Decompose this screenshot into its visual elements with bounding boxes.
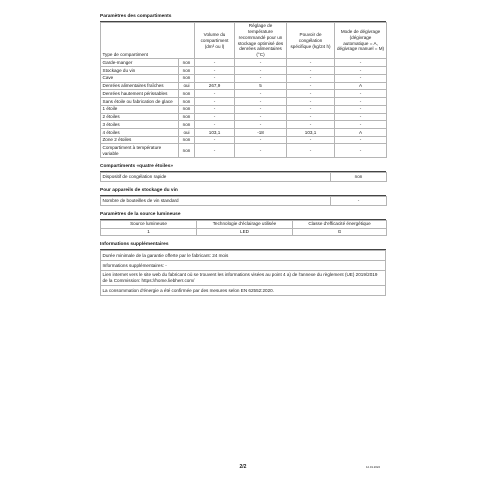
table-row xyxy=(101,59,387,67)
light-source-value: 1 xyxy=(101,228,197,236)
header-type: Type de compartiment xyxy=(101,22,195,58)
compartment-defrost-cell: A xyxy=(335,129,387,137)
compartment-present-cell: non xyxy=(179,105,195,113)
table-row xyxy=(101,74,387,82)
compartment-defrost-cell: - xyxy=(335,136,387,144)
document-page xyxy=(100,14,386,296)
compartment-freezing-cell: - xyxy=(287,136,335,144)
compartment-defrost-cell: - xyxy=(335,105,387,113)
compartment-volume-cell: - xyxy=(195,74,235,82)
table-row xyxy=(101,136,387,144)
compartment-freezing-cell: - xyxy=(287,67,335,75)
compartment-defrost-cell: - xyxy=(335,113,387,121)
compartment-volume-cell: - xyxy=(195,59,235,67)
compartment-name-cell: Stockage du vin xyxy=(101,67,179,75)
compartment-present-cell: non xyxy=(179,90,195,98)
compartment-name-cell: 1 étoile xyxy=(101,105,179,113)
compartment-defrost-cell: - xyxy=(335,59,387,67)
compartment-present-cell: non xyxy=(179,74,195,82)
four-star-title: Compartiments «quatre étoiles» xyxy=(100,164,386,172)
table-row xyxy=(101,82,387,90)
wine-value: - xyxy=(331,196,387,205)
info-energy-note: La consommation d'énergie a été confirmée par des mesures selon EN 62552:2020. xyxy=(101,286,386,296)
compartment-name-cell: Compartiment à température variable xyxy=(101,144,179,157)
compartment-temp-cell: - xyxy=(235,144,287,157)
table-row xyxy=(101,98,387,106)
compartment-temp-cell: - xyxy=(235,90,287,98)
light-tech-value: LED xyxy=(197,228,293,236)
compartment-volume-cell: 267,9 xyxy=(195,82,235,90)
compartment-temp-cell: - xyxy=(235,105,287,113)
compartment-name-cell: 2 étoiles xyxy=(101,113,179,121)
compartment-freezing-cell: - xyxy=(287,82,335,90)
compartment-temp-cell: - xyxy=(235,67,287,75)
compartment-present-cell: non xyxy=(179,67,195,75)
table-row xyxy=(101,228,387,236)
compartment-volume-cell: - xyxy=(195,144,235,157)
compartment-name-cell: Sans étoile ou fabrication de glace xyxy=(101,98,179,106)
light-class-value: G xyxy=(293,228,387,236)
compartment-name-cell: 3 étoiles xyxy=(101,121,179,129)
compartment-defrost-cell: A xyxy=(335,82,387,90)
wine-table xyxy=(100,196,387,206)
header-volume: Volume du compartiment (dm³ ou l) xyxy=(195,22,235,58)
compartment-freezing-cell: - xyxy=(287,113,335,121)
compartment-name-cell: Denrées alimentaires fraîches xyxy=(101,82,179,90)
compartment-volume-cell: 103,1 xyxy=(195,129,235,137)
table-row xyxy=(101,129,387,137)
compartment-freezing-cell: - xyxy=(287,59,335,67)
compartment-defrost-cell: - xyxy=(335,67,387,75)
compartments-body xyxy=(101,59,387,158)
compartment-name-cell: Garde-manger xyxy=(101,59,179,67)
compartment-freezing-cell: - xyxy=(287,90,335,98)
table-row xyxy=(101,121,387,129)
table-row xyxy=(101,67,387,75)
compartment-temp-cell: -18 xyxy=(235,129,287,137)
info-table xyxy=(100,250,386,296)
compartment-volume-cell: - xyxy=(195,136,235,144)
wine-label: Nombre de bouteilles de vin standard xyxy=(101,196,331,205)
compartment-volume-cell: - xyxy=(195,113,235,121)
header-defrost: Mode de dégivrage (dégivrage automatique = A, dégivrage manuel = M) xyxy=(335,22,387,58)
compartment-temp-cell: 5 xyxy=(235,82,287,90)
light-title: Paramètres de la source lumineuse xyxy=(100,212,386,220)
compartment-temp-cell: - xyxy=(235,113,287,121)
light-header-class: Classe d'efficacité énergétique xyxy=(293,220,387,228)
table-row xyxy=(101,90,387,98)
compartment-volume-cell: - xyxy=(195,90,235,98)
wine-title: Pour appareils de stockage du vin xyxy=(100,188,386,196)
compartment-present-cell: non xyxy=(179,113,195,121)
header-temp: Réglage de température recommandé pour un stockage optimisé des denrées alimentaires (°C) xyxy=(235,22,287,58)
compartment-freezing-cell: - xyxy=(287,105,335,113)
compartment-volume-cell: - xyxy=(195,121,235,129)
compartment-present-cell: non xyxy=(179,121,195,129)
compartments-title: Paramètres des compartiments xyxy=(100,14,386,22)
compartment-present-cell: oui xyxy=(179,129,195,137)
compartment-freezing-cell: - xyxy=(287,121,335,129)
compartment-volume-cell: - xyxy=(195,98,235,106)
page-number: 2/2 xyxy=(239,464,247,470)
info-title: Informations supplémentaires xyxy=(100,242,386,250)
compartment-temp-cell: - xyxy=(235,136,287,144)
compartment-name-cell: Cave xyxy=(101,74,179,82)
compartment-temp-cell: - xyxy=(235,98,287,106)
compartment-temp-cell: - xyxy=(235,74,287,82)
compartment-volume-cell: - xyxy=(195,105,235,113)
four-star-label: Dispositif de congélation rapide xyxy=(101,172,331,181)
compartment-present-cell: non xyxy=(179,136,195,144)
info-warranty: Durée minimale de la garantie offerte par le fabricant: 24 mois xyxy=(101,251,386,261)
info-additional: Informations supplémentaires: - xyxy=(101,261,386,271)
compartment-name-cell: Denrées hautement périssables xyxy=(101,90,179,98)
compartment-defrost-cell: - xyxy=(335,74,387,82)
compartment-freezing-cell: 103,1 xyxy=(287,129,335,137)
four-star-table xyxy=(100,172,387,182)
compartment-freezing-cell: - xyxy=(287,98,335,106)
compartment-present-cell: non xyxy=(179,144,195,157)
compartment-name-cell: 4 étoiles xyxy=(101,129,179,137)
table-row xyxy=(101,172,387,181)
compartment-freezing-cell: - xyxy=(287,74,335,82)
header-freezing: Pouvoir de congélation spécifique (kg/24 h) xyxy=(287,22,335,58)
info-website-link: Lien internet vers le site web du fabricant où se trouvent les informations visées au point 4 a) de l'annexe du règlement (UE) 2019/2019 de la Commission: https://home.liebherr.com/ xyxy=(101,270,386,285)
compartment-present-cell: oui xyxy=(179,82,195,90)
compartment-defrost-cell: - xyxy=(335,121,387,129)
table-row xyxy=(101,105,387,113)
compartment-defrost-cell: - xyxy=(335,90,387,98)
light-table xyxy=(100,220,387,236)
light-header-source: Source lumineuse xyxy=(101,220,197,228)
footer-date: 12.01.2022 xyxy=(366,465,380,469)
table-row xyxy=(101,251,386,261)
compartment-temp-cell: - xyxy=(235,59,287,67)
compartment-defrost-cell: - xyxy=(335,144,387,157)
compartment-volume-cell: - xyxy=(195,67,235,75)
table-row xyxy=(101,113,387,121)
table-row xyxy=(101,261,386,271)
compartment-temp-cell: - xyxy=(235,121,287,129)
compartment-defrost-cell: - xyxy=(335,98,387,106)
table-row xyxy=(101,286,386,296)
compartment-present-cell: non xyxy=(179,59,195,67)
compartment-freezing-cell: - xyxy=(287,144,335,157)
compartment-name-cell: Zone 2 étoiles xyxy=(101,136,179,144)
compartment-present-cell: non xyxy=(179,98,195,106)
four-star-value: non xyxy=(331,172,387,181)
table-row xyxy=(101,270,386,285)
table-row xyxy=(101,220,387,228)
table-row xyxy=(101,196,387,205)
compartments-table xyxy=(100,22,387,158)
light-header-tech: Technologie d'éclairage utilisée xyxy=(197,220,293,228)
table-row xyxy=(101,144,387,157)
